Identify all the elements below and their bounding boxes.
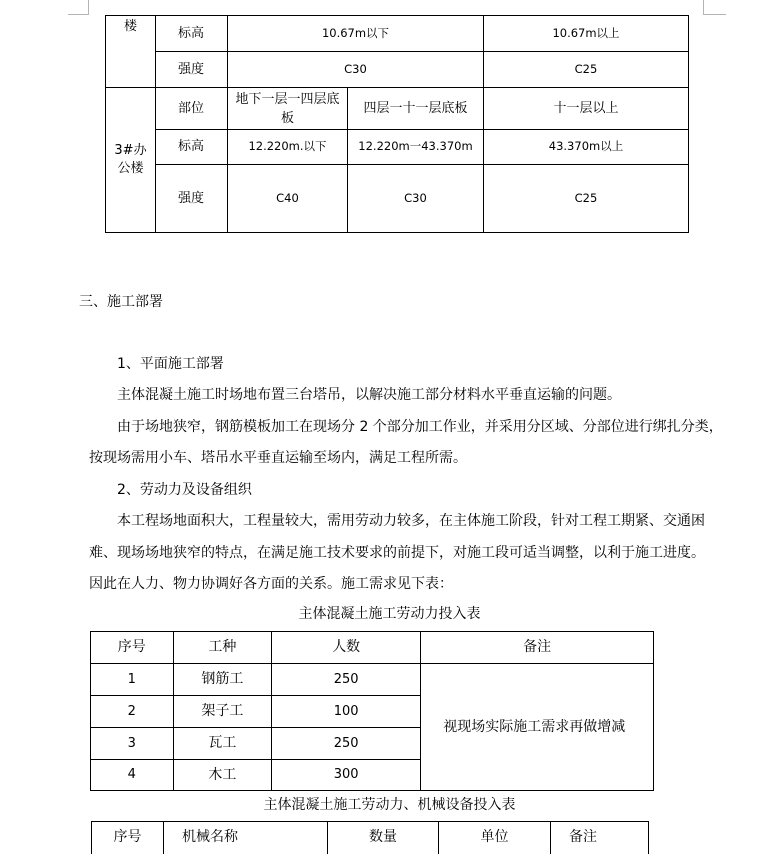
strength-value: C25 xyxy=(484,165,689,233)
strength-value: C40 xyxy=(228,165,348,233)
table-cell: 1 xyxy=(91,664,174,696)
paragraph-text: 本工程场地面积大，工程量较大，需用劳动力较多，在主体施工阶段，针对工程工期紧、交通困 xyxy=(117,513,705,529)
table-caption: 主体混凝土施工劳动力、机械设备投入表 xyxy=(263,797,516,813)
strength-label: 强度 xyxy=(156,165,228,233)
paragraph-text: 难、现场场地狭窄的特点，在满足施工技术要求的前提下，对施工段可适当调整，以利于施工进度。 xyxy=(89,545,705,561)
table-cell: 300 xyxy=(272,760,421,791)
labor-note: 视现场实际施工需求再做增减 xyxy=(421,664,654,791)
position-value: 地下一层一四层底板 xyxy=(228,88,348,130)
table-header: 机械名称 xyxy=(164,822,328,854)
table-cell: 100 xyxy=(272,696,421,728)
table-cell: 250 xyxy=(272,664,421,696)
elevation-label: 标高 xyxy=(156,16,228,52)
table-cell: 架子工 xyxy=(173,696,272,728)
position-label: 部位 xyxy=(156,88,228,130)
position-value: 十一层以上 xyxy=(484,88,689,130)
elevation-value: 10.67m以上 xyxy=(484,16,689,52)
subsection-heading: 2、劳动力及设备组织 xyxy=(117,482,252,498)
table-cell: 木工 xyxy=(173,760,272,791)
table-cell: 钢筋工 xyxy=(173,664,272,696)
concrete-grade-table xyxy=(105,15,689,233)
corner-mark-right xyxy=(703,0,726,15)
elevation-value: 12.220m一43.370m xyxy=(348,130,484,165)
table-cell: 2 xyxy=(91,696,174,728)
table-header: 备注 xyxy=(421,632,654,664)
subsection-heading: 1、平面施工部署 xyxy=(117,356,224,372)
table-row xyxy=(91,664,654,696)
table-header: 工种 xyxy=(173,632,272,664)
section-heading: 三、施工部署 xyxy=(79,294,163,310)
elevation-value: 43.370m以上 xyxy=(484,130,689,165)
labor-table xyxy=(90,631,654,791)
strength-value: C30 xyxy=(228,52,484,88)
table-header: 单位 xyxy=(439,822,551,854)
strength-value: C30 xyxy=(348,165,484,233)
table-caption: 主体混凝土施工劳动力投入表 xyxy=(298,606,481,622)
table-header: 数量 xyxy=(328,822,439,854)
elevation-value: 12.220m.以下 xyxy=(228,130,348,165)
table-cell: 4 xyxy=(91,760,174,791)
equipment-table xyxy=(91,821,649,854)
strength-value: C25 xyxy=(484,52,689,88)
table-header: 备注 xyxy=(551,822,649,854)
table-header: 人数 xyxy=(272,632,421,664)
paragraph-text: 按现场需用小车、塔吊水平垂直运输至场内，满足工程所需。 xyxy=(89,450,467,466)
building-name-cell: 3#办公楼 xyxy=(106,88,156,233)
paragraph-text: 由于场地狭窄，钢筋模板加工在现场分 2 个部分加工作业，并采用分区域、分部位进行绑扎分类， xyxy=(117,419,723,435)
paragraph-text: 主体混凝土施工时场地布置三台塔吊，以解决施工部分材料水平垂直运输的问题。 xyxy=(117,387,621,403)
table-cell: 3 xyxy=(91,728,174,760)
elevation-label: 标高 xyxy=(156,130,228,165)
elevation-value: 10.67m以下 xyxy=(228,16,484,52)
table-cell: 250 xyxy=(272,728,421,760)
corner-mark-left xyxy=(68,0,89,15)
building-name-cell: 楼 xyxy=(106,16,156,88)
strength-label: 强度 xyxy=(156,52,228,88)
table-header: 序号 xyxy=(91,632,174,664)
position-value: 四层一十一层底板 xyxy=(348,88,484,130)
table-header: 序号 xyxy=(92,822,164,854)
table-cell: 瓦工 xyxy=(173,728,272,760)
paragraph-text: 因此在人力、物力协调好各方面的关系。施工需求见下表： xyxy=(89,576,453,592)
